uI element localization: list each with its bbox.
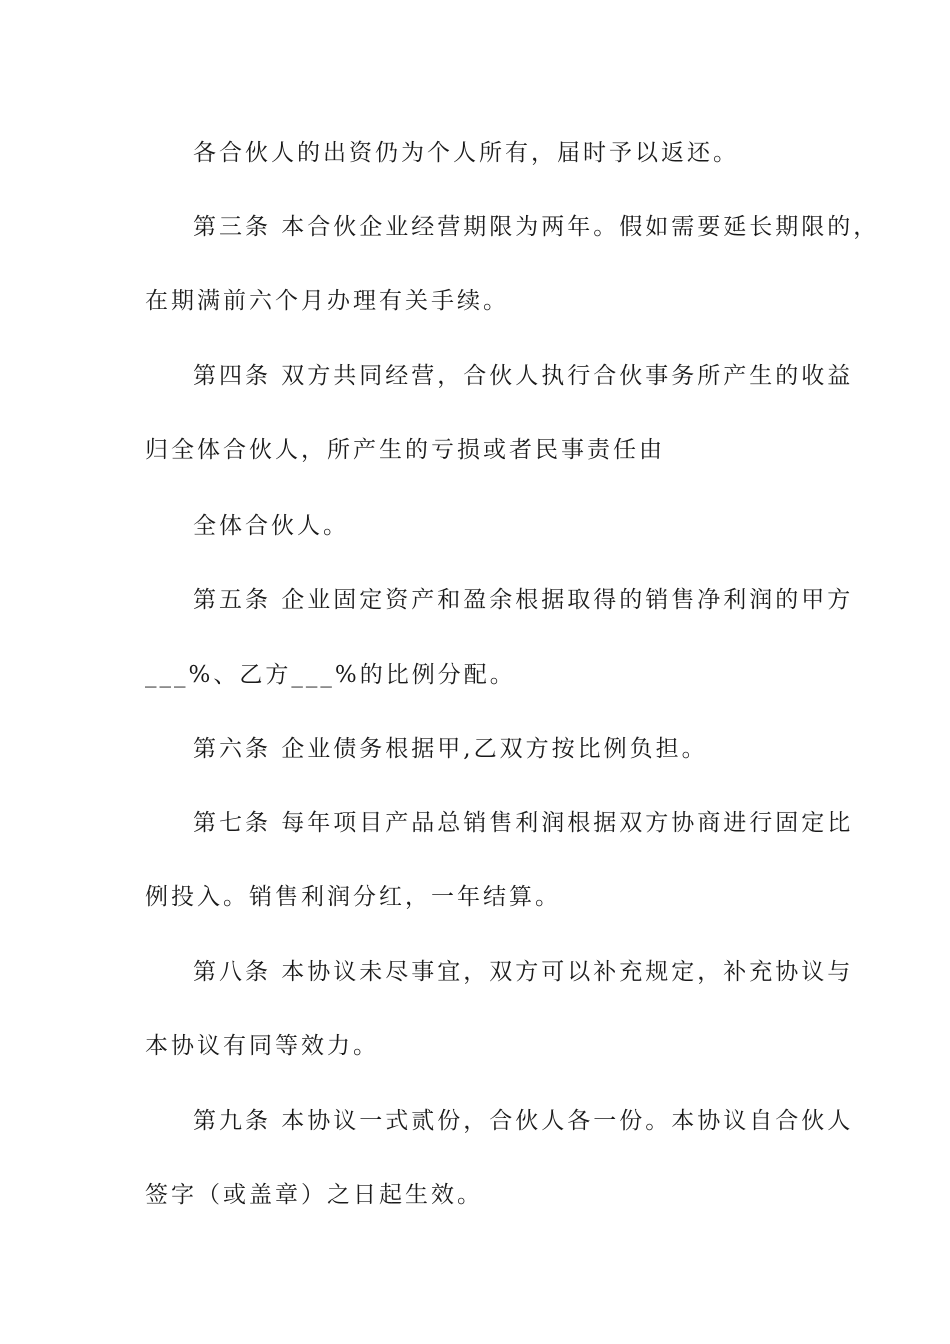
- article-5-line-1: 第五条 企业固定资产和盈余根据取得的销售净利润的甲方: [193, 587, 854, 613]
- article-9-line-1: 第九条 本协议一式贰份，合伙人各一份。本协议自合伙人: [193, 1108, 854, 1134]
- article-6-line-1: 第六条 企业债务根据甲,乙双方按比例负担。: [193, 736, 708, 762]
- article-9-line-2: 签字（或盖章）之日起生效。: [145, 1182, 483, 1208]
- article-3-line-1: 第三条 本合伙企业经营期限为两年。假如需要延长期限的，: [193, 214, 880, 240]
- article-7-line-2: 例投入。销售利润分红，一年结算。: [145, 884, 561, 910]
- article-4-line-3: 全体合伙人。: [193, 513, 349, 539]
- article-8-line-1: 第八条 本协议未尽事宜，双方可以补充规定，补充协议与: [193, 959, 854, 985]
- article-8-line-2: 本协议有同等效力。: [145, 1033, 379, 1059]
- article-4-line-1: 第四条 双方共同经营，合伙人执行合伙事务所产生的收益: [193, 363, 854, 389]
- article-4-line-2: 归全体合伙人，所产生的亏损或者民事责任由: [145, 437, 665, 463]
- article-7-line-1: 第七条 每年项目产品总销售利润根据双方协商进行固定比: [193, 810, 854, 836]
- article-5-line-2: ___%、乙方___%的比例分配。: [145, 662, 516, 688]
- paragraph-line: 各合伙人的出资仍为个人所有，届时予以返还。: [193, 140, 739, 166]
- article-3-line-2: 在期满前六个月办理有关手续。: [145, 288, 509, 314]
